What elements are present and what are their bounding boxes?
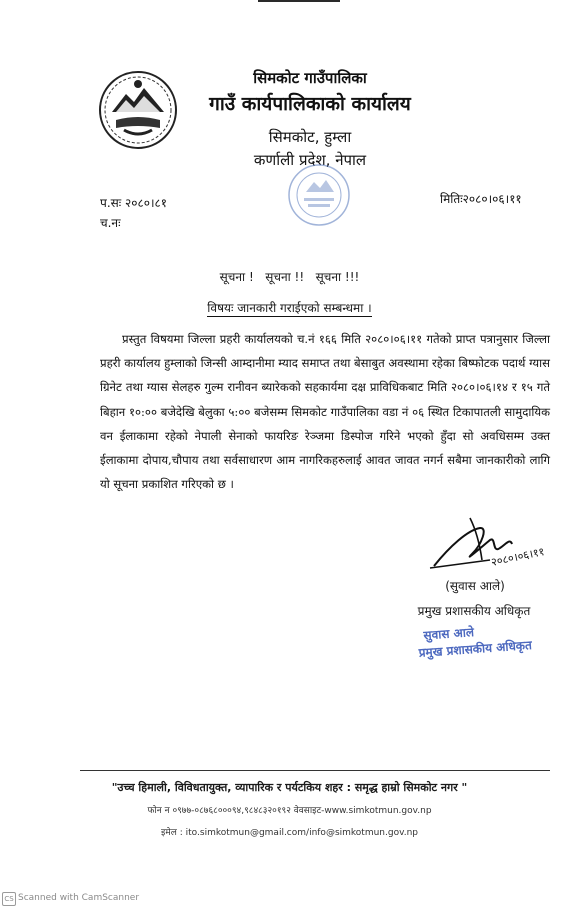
notice-subject	[0, 299, 579, 316]
notice-body: प्रस्तुत विषयमा जिल्ला प्रहरी कार्यालयको च.नं १६६ मिति २०८०।०६।११ गतेको प्राप्त पत्रानुसार जिल्ला प्रहरी कार्यालय हुम्लाको जिन्सी आम्दानीमा म्याद समाप्त तथा बेसाबुत अवस्थामा रहेका बिष्फोटक पदार्थ ग्यास ग्रिनेट तथा ग्यास सेलहरु गुल्म रानीवन ब्यारेकको सहकार्यमा दक्ष प्राविधिकबाट मिति २०८०।०६।१४ र १५ गते बिहान १०:०० बजेदेखि बेलुका ५:०० बजेसम्म सिमकोट गाउँपालिका वडा नं ०६ स्थित टिकापातली सामुदायिक वन ईलाकामा रहेको नेपाली सेनाको फायरिङ रेञ्जमा डिस्पोज गरिने भएको हुँदा सो अवधिसम्म उक्त ईलाकामा दोपाय,चौपाय तथा सर्वसाधारण आम नागरिकहरुलाई आवत जावत नगर्न सबैमा जानकारीको लागि यो सूचना प्रकाशित गरिएको छ ।	[100, 332, 550, 492]
footer-email-line	[0, 825, 579, 838]
municipality-name: सिमकोट गाउँपालिका	[253, 69, 367, 87]
footer-phone-website: फोन न ०९७७-०८७६८०००९४,९८४८३२०१९२ वेवसाइट-www.simkotmun.gov.np	[147, 806, 432, 816]
footer-divider	[80, 770, 550, 771]
stamp-name: सुवास आले	[423, 625, 475, 643]
camscanner-logo-icon: CS	[2, 892, 16, 906]
signature-date: २०८०।०६।११	[489, 544, 546, 569]
province-name: कर्णाली प्रदेश, नेपाल	[253, 151, 367, 169]
subject-text: विषयः जानकारी गराईएको सम्बन्धमा ।	[207, 301, 372, 315]
letter-number: प.सः २०८०।८१	[100, 196, 167, 210]
notice-heading: सूचना ! सूचना !! सूचना !!!	[219, 270, 360, 284]
office-seal-stamp	[286, 162, 352, 228]
email-address: ito.simkotmun@gmail.com/info@simkotmun.gov.np	[185, 828, 418, 838]
top-border-line	[258, 0, 340, 2]
footer-motto: "उच्च हिमाली, विविधतायुक्त, व्यापारिक र पर्यटकिय शहर : समृद्ध हाम्रो सिमकोट नगर "	[111, 781, 468, 794]
office-address: सिमकोट, हुम्ला	[268, 128, 352, 146]
handwritten-signature	[420, 510, 570, 580]
stamp-title: प्रमुख प्रशासकीय अधिकृत	[418, 638, 533, 660]
dispatch-number: च.नः	[100, 216, 121, 230]
office-name: गाउँ कार्यपालिकाको कार्यालय	[209, 93, 411, 115]
email-label: इमेल :	[160, 828, 183, 838]
official-name-stamp	[417, 620, 532, 662]
signatory-title: प्रमुख प्रशासकीय अधिकृत	[417, 604, 531, 618]
signatory-name: (सुवास आले)	[445, 579, 505, 593]
scanner-watermark: Scanned with CamScanner	[18, 893, 140, 903]
letter-date: मितिः२०८०।०६।११	[440, 192, 522, 206]
